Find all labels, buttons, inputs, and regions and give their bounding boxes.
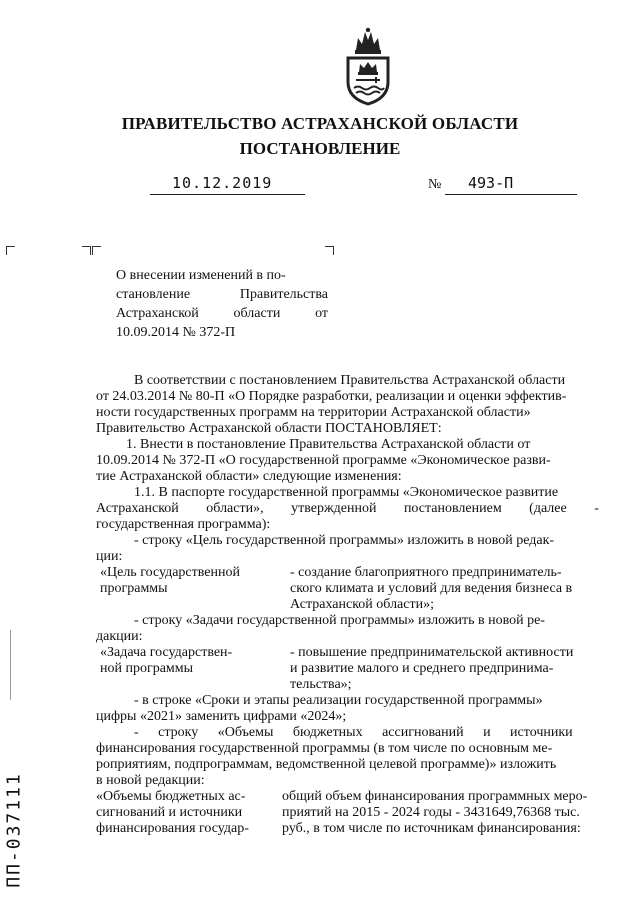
text-line: от 24.03.2014 № 80-П «О Порядке разработки, реализации и оценки эффектив- [96, 389, 567, 404]
text-line: Правительство Астраханской области ПОСТАНОВЛЯЕТ: [96, 421, 442, 436]
text-line: ной программы [100, 661, 194, 676]
text-line: руб., в том числе по источникам финансирования: [282, 821, 581, 836]
paragraph-terms [96, 693, 600, 725]
corner-mark-subject-left [92, 246, 101, 255]
serial-stamp [4, 760, 24, 900]
date-underline [150, 194, 305, 195]
paragraph-item-1 [96, 437, 600, 485]
margin-line [10, 630, 11, 700]
text-line: «Задача государствен- [100, 645, 233, 660]
serial-number: ПП-037111 [3, 772, 25, 888]
paragraph-tasks-row [96, 613, 600, 645]
text-line: Астраханской области», утвержденной постановлением (далее - [96, 501, 599, 516]
text-line: дакции: [96, 629, 143, 644]
text-line: «Цель государственной [100, 565, 240, 580]
number-sign: № [428, 177, 442, 192]
text-line: ции: [96, 549, 123, 564]
corner-mark-top-left [6, 246, 15, 255]
text-line: В соответствии с постановлением Правительства Астраханской области [134, 373, 566, 388]
text-line: финансирования государственной программы (в том числе по основным ме- [96, 741, 553, 756]
subject-line: 10.09.2014 № 372-П [116, 325, 236, 340]
text-line: - строку «Задачи государственной программы» изложить в новой ре- [134, 613, 545, 628]
subject-line: Астраханской области от [116, 306, 328, 321]
text-line: - строку «Цель государственной программы» изложить в новой редак- [134, 533, 555, 548]
text-line: Астраханской области»; [290, 597, 434, 612]
text-line: государственная программа): [96, 517, 271, 532]
row-value [282, 789, 600, 837]
row-value [286, 645, 600, 693]
text-line: - создание благоприятного предприниматель- [290, 565, 562, 580]
text-line: «Объемы бюджетных ас- [96, 789, 246, 804]
document-date: 10.12.2019 [172, 174, 273, 192]
government-title: ПРАВИТЕЛЬСТВО АСТРАХАНСКОЙ ОБЛАСТИ [121, 114, 519, 133]
coat-of-arms-icon [342, 26, 394, 106]
text-line: - в строке «Сроки и этапы реализации государственной программы» [134, 693, 543, 708]
number-underline [445, 194, 577, 195]
corner-mark-subject-right [325, 246, 334, 255]
text-line: тельства»; [290, 677, 352, 692]
row-value [286, 565, 600, 613]
text-line: роприятиям, подпрограммам, ведомственной целевой программе)» изложить [96, 757, 557, 772]
table-row-goal [96, 565, 600, 613]
text-line: ского климата и условий для ведения бизнеса в [290, 581, 573, 596]
paragraph-basis [96, 373, 600, 437]
paragraph-funding [96, 725, 600, 789]
paragraph-goal-row [96, 533, 600, 565]
text-line: - повышение предпринимательской активности [290, 645, 574, 660]
document-body [96, 373, 600, 837]
paragraph-item-1-1 [96, 485, 600, 533]
subject-line: становление Правительства [116, 287, 328, 302]
text-line: сигнований и источники [96, 805, 243, 820]
row-label [96, 645, 286, 693]
text-line: 10.09.2014 № 372-П «О государственной программе «Экономическое разви- [96, 453, 551, 468]
corner-mark-subject-left-inner [82, 246, 91, 255]
table-row-funding [96, 789, 600, 837]
text-line: 1. Внести в постановление Правительства Астраханской области от [126, 437, 531, 452]
subject-line: О внесении изменений в по- [116, 268, 286, 283]
row-label [96, 789, 282, 837]
text-line: приятий на 2015 - 2024 годы - 3431649,76368 тыс. [282, 805, 580, 820]
row-label [96, 565, 286, 613]
text-line: программы [100, 581, 168, 596]
text-line: 1.1. В паспорте государственной программы «Экономическое развитие [134, 485, 559, 500]
document-number: 493-П [468, 174, 514, 192]
text-line: ности государственных программ на территории Астраханской области» [96, 405, 531, 420]
text-line: в новой редакции: [96, 773, 205, 788]
document-type: ПОСТАНОВЛЕНИЕ [239, 139, 401, 158]
text-line: цифры «2021» заменить цифрами «2024»; [96, 709, 347, 724]
text-line: и развитие малого и среднего предпринима- [290, 661, 554, 676]
text-line: финансирования государ- [96, 821, 249, 836]
text-line: тие Астраханской области» следующие изменения: [96, 469, 402, 484]
text-line: общий объем финансирования программных меро- [282, 789, 588, 804]
text-line: - строку «Объемы бюджетных ассигнований и источники [134, 725, 573, 740]
table-row-tasks [96, 645, 600, 693]
document-subject [116, 266, 328, 342]
